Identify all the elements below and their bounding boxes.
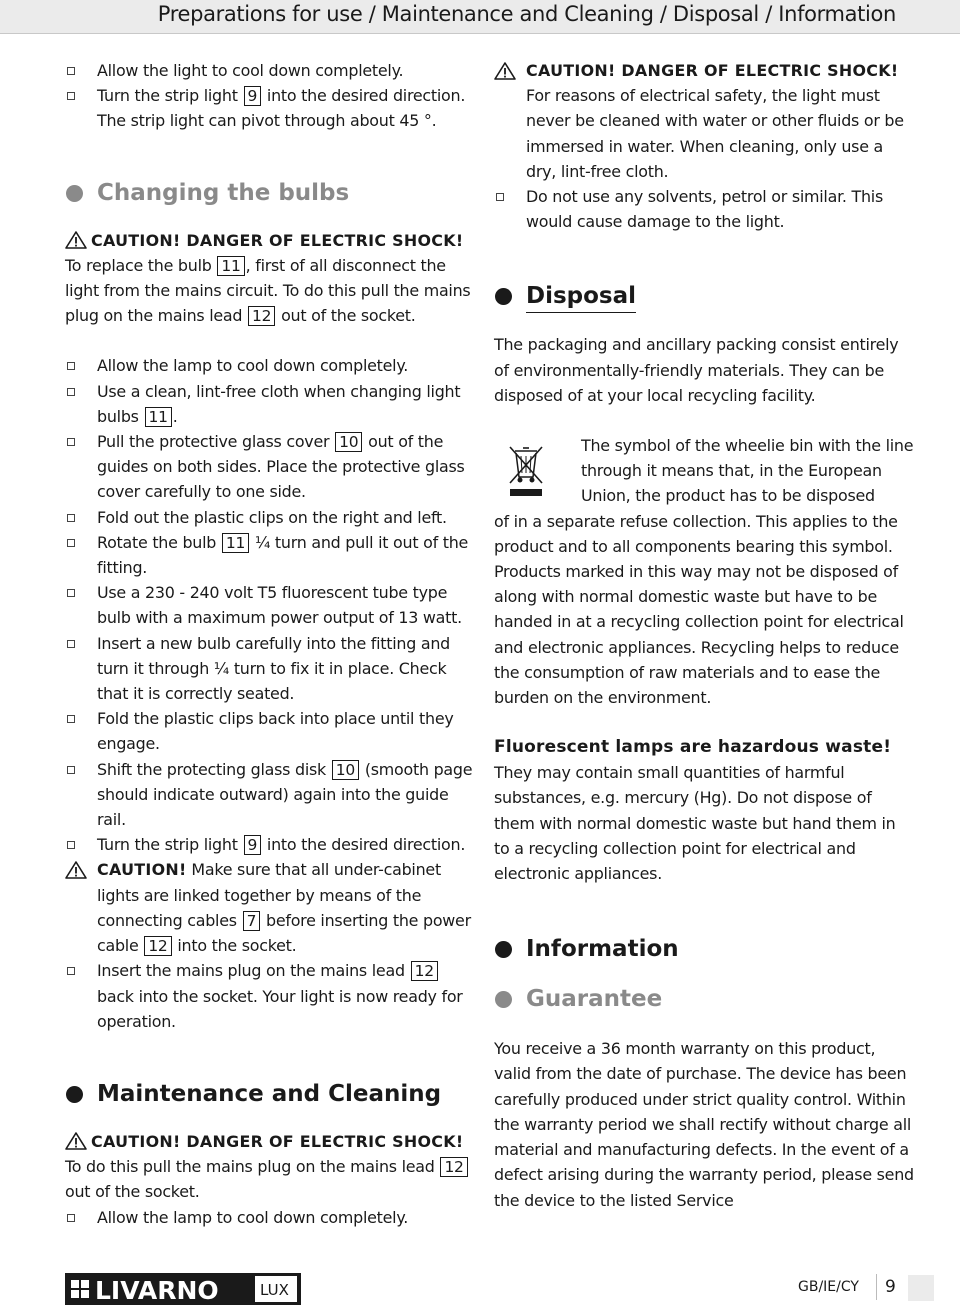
- warning-triangle-icon: [65, 1132, 87, 1150]
- part-reference: 12: [248, 306, 275, 326]
- list-item: Use a 230 - 240 volt T5 fluorescent tube type bulb with a maximum power output of 13 watt.: [65, 580, 475, 630]
- list-item: Fold out the plastic clips on the right and left.: [65, 505, 475, 530]
- warning-triangle-icon: [494, 62, 516, 80]
- bullet-dot-icon: [495, 941, 512, 958]
- checkbox-bullet-icon: [67, 967, 75, 975]
- list-item: Allow the lamp to cool down completely.: [65, 1205, 475, 1230]
- caution-item: CAUTION! DANGER OF ELECTRIC SHOCK! For reasons of electrical safety, the light must never be cleaned with water or other fluids or be immersed in water. When cleaning, only use a dry, lint-free cloth.: [494, 58, 914, 184]
- checkbox-bullet-icon: [67, 362, 75, 370]
- checkbox-bullet-icon: [67, 1214, 75, 1222]
- bin-paragraph-lead: The symbol of the wheelie bin with the line through it means that, in the European Union, the product has to be disposed: [581, 436, 914, 506]
- checkbox-bullet-icon: [67, 67, 75, 75]
- part-reference: 12: [144, 936, 171, 956]
- bullet-dot-icon: [495, 288, 512, 305]
- livarno-logo-icon: [65, 1273, 301, 1305]
- list-item: Use a clean, lint-free cloth when changing light bulbs 11 .: [65, 379, 475, 429]
- footer-divider: [876, 1274, 877, 1300]
- part-reference: 7: [243, 911, 261, 931]
- bullet-dot-icon: [66, 185, 83, 202]
- list-item: Pull the protective glass cover 10 out of the guides on both sides. Place the protective glass cover carefully to one side.: [65, 429, 475, 505]
- section-heading-guarantee: Guarantee: [494, 984, 914, 1014]
- checkbox-bullet-icon: [496, 193, 504, 201]
- footer-tab-marker: [908, 1275, 934, 1301]
- part-reference: 9: [244, 86, 262, 106]
- checkbox-bullet-icon: [67, 715, 75, 723]
- hazardous-waste-heading: Fluorescent lamps are hazardous waste!: [494, 737, 892, 758]
- section-heading-changing-bulbs: Changing the bulbs: [65, 178, 475, 208]
- bullet-dot-icon: [495, 991, 512, 1008]
- page-number: 9: [885, 1277, 896, 1297]
- crossed-wheelie-bin-icon: [494, 439, 558, 503]
- section-heading-maintenance: Maintenance and Cleaning: [65, 1079, 475, 1109]
- list-item: Insert the mains plug on the mains lead 12 back into the socket. Your light is now ready for operation.: [65, 958, 475, 1034]
- checkbox-bullet-icon: [67, 841, 75, 849]
- disposal-paragraph: The packaging and ancillary packing consist entirely of environmentally-friendly materials. They can be disposed of at your local recycling facility.: [494, 335, 899, 405]
- list-item: Allow the light to cool down completely.: [65, 58, 475, 83]
- checkbox-bullet-icon: [67, 514, 75, 522]
- caution-notice: CAUTION! DANGER OF ELECTRIC SHOCK! To replace the bulb 11 , first of all disconnect the light from the mains circuit. To do this pull the mains plug on the mains lead 12 out of the socket.: [65, 230, 471, 326]
- warning-triangle-icon: [65, 231, 87, 249]
- page-title: Preparations for use / Maintenance and Cleaning / Disposal / Information: [157, 2, 896, 26]
- part-reference: 12: [440, 1157, 467, 1177]
- caution-notice: CAUTION! DANGER OF ELECTRIC SHOCK! To do this pull the mains plug on the mains lead 12 out of the socket.: [65, 1129, 475, 1205]
- part-reference: 9: [244, 835, 262, 855]
- guarantee-text: You receive a 36 month warranty on this product, valid from the date of purchase. The device has been carefully produced under strict quality control. Within the warranty period we shall rectify without charge all material and manufacturing defects. In the event of a defect arising during the warranty period, please send the device to the listed Service: [494, 1039, 914, 1210]
- warning-triangle-icon: [65, 861, 87, 879]
- list-item: Turn the strip light 9 into the desired direction.: [65, 832, 475, 857]
- part-reference: 11: [145, 407, 172, 427]
- part-reference: 12: [411, 961, 438, 981]
- logo-wordmark: LIVARNO: [95, 1276, 219, 1305]
- list-item: Shift the protecting glass disk 10 (smooth page should indicate outward) again into the guide rail.: [65, 757, 475, 833]
- bin-paragraph: of in a separate refuse collection. This applies to the product and to all components bearing this symbol. Products marked in this way may not be disposed of along with normal domestic waste but have to be handed in at a recycling collection point for electrical and electronic appliances. Recycling helps to reduce the consumption of raw materials and to ease the burden on the environment.: [494, 511, 904, 708]
- list-item: Allow the lamp to cool down completely.: [65, 353, 475, 378]
- right-column: [494, 58, 914, 1213]
- logo-suffix: LUX: [260, 1281, 289, 1299]
- checkbox-bullet-icon: [67, 388, 75, 396]
- left-column: [65, 58, 475, 1230]
- part-reference: 11: [217, 256, 244, 276]
- list-item: Rotate the bulb 11 ¼ turn and pull it out of the fitting.: [65, 530, 475, 580]
- checkbox-bullet-icon: [67, 589, 75, 597]
- region-code: GB/IE/CY: [798, 1279, 859, 1295]
- section-heading-information: Information: [494, 934, 914, 964]
- list-item: Insert a new bulb carefully into the fitting and turn it through ¼ turn to fix it in place. Check that it is correctly seated.: [65, 631, 475, 707]
- checkbox-bullet-icon: [67, 539, 75, 547]
- part-reference: 10: [332, 760, 359, 780]
- checkbox-bullet-icon: [67, 92, 75, 100]
- part-reference: 11: [222, 533, 249, 553]
- part-reference: 10: [335, 432, 362, 452]
- checkbox-bullet-icon: [67, 766, 75, 774]
- checkbox-bullet-icon: [67, 640, 75, 648]
- hazardous-waste-text: They may contain small quantities of harmful substances, e.g. mercury (Hg). Do not dispose of them with normal domestic waste but hand them in to a recycling collection point for electrical and electronic appliances.: [494, 763, 896, 884]
- step-list: [65, 353, 475, 1033]
- section-heading-disposal: Disposal: [494, 281, 914, 313]
- checkbox-bullet-icon: [67, 438, 75, 446]
- list-item: Fold the plastic clips back into place until they engage.: [65, 706, 475, 756]
- page-header: [0, 0, 960, 34]
- list-item: Turn the strip light 9 into the desired direction. The strip light can pivot through about 45 °.: [65, 83, 475, 133]
- list-item: Do not use any solvents, petrol or similar. This would cause damage to the light.: [494, 184, 914, 234]
- bullet-dot-icon: [66, 1086, 83, 1103]
- wheelie-bin-notice: [494, 433, 914, 710]
- caution-item: CAUTION! Make sure that all under-cabinet lights are linked together by means of the connecting cables 7 before inserting the power cable 12 into the socket.: [65, 857, 475, 958]
